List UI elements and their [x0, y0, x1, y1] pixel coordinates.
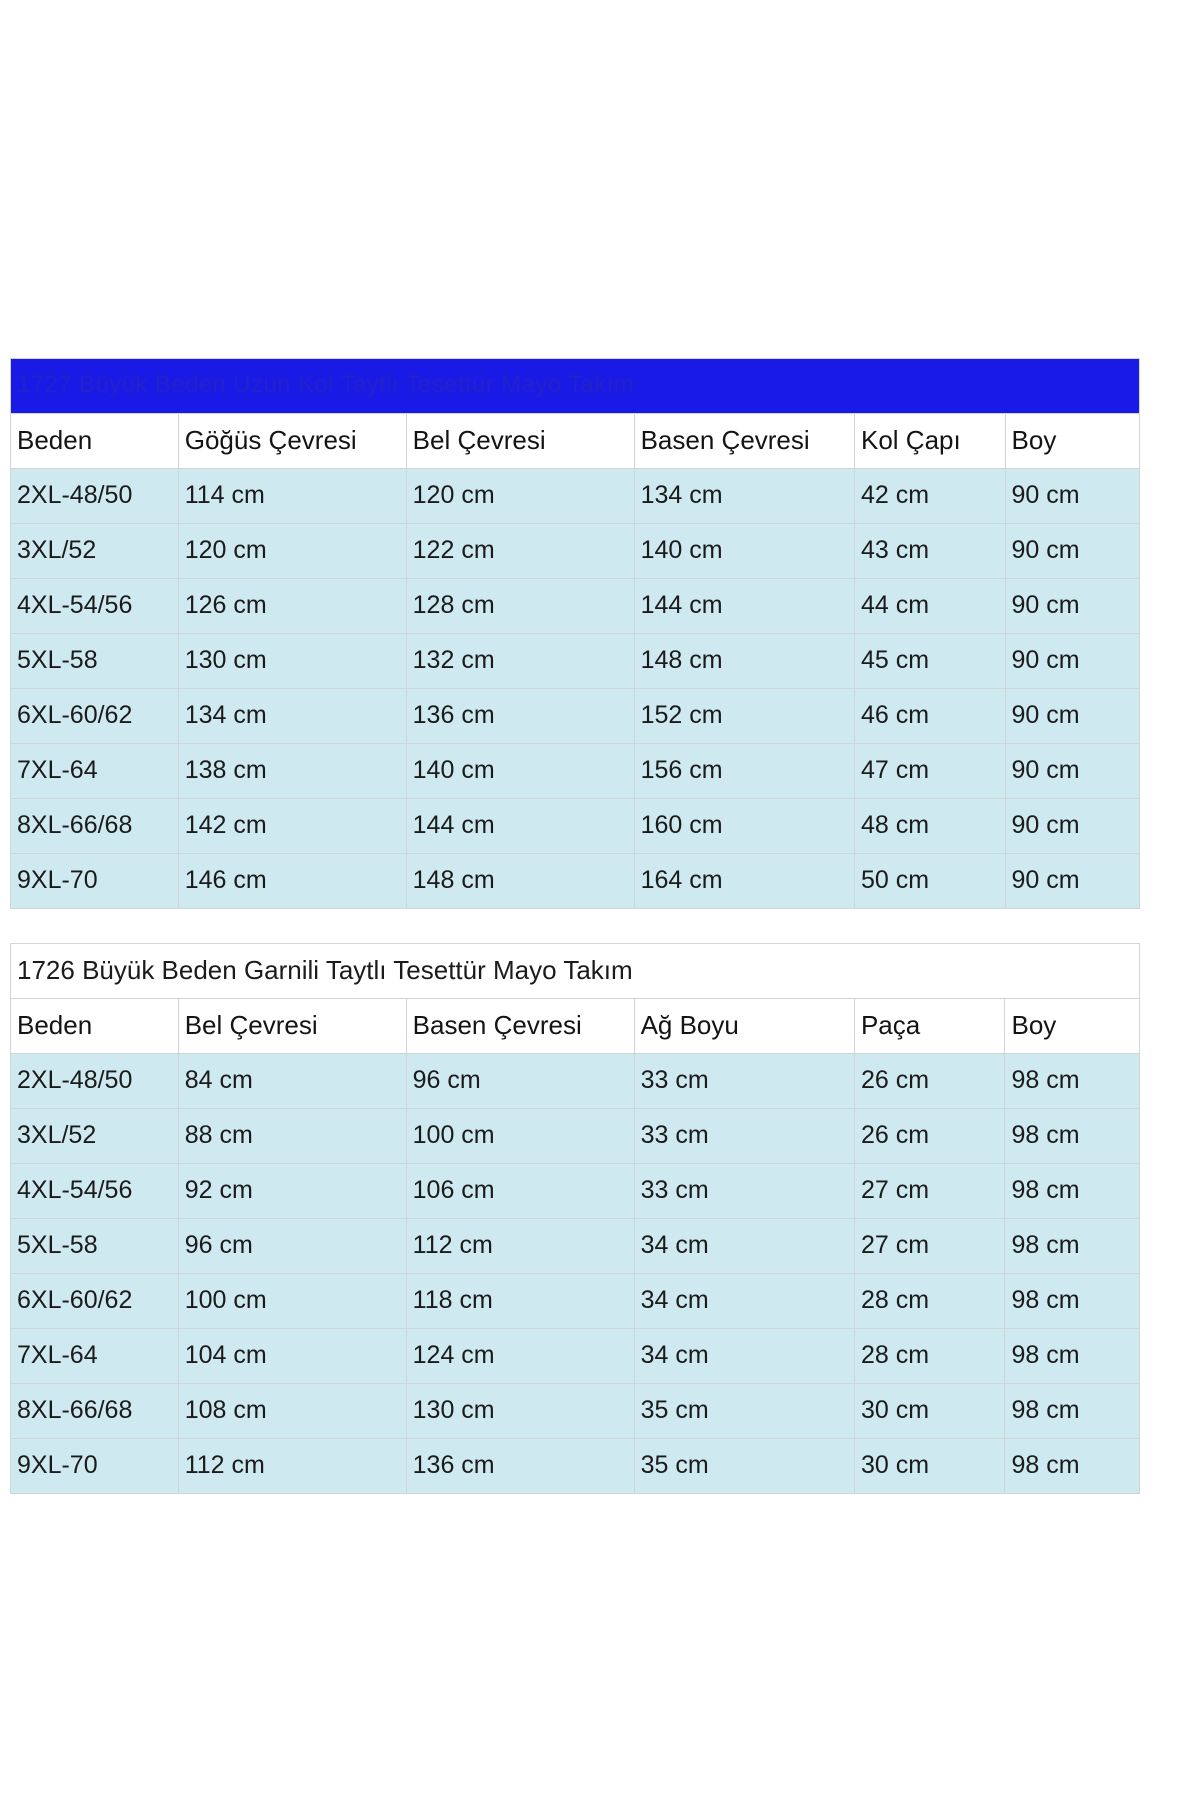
cell-beden: 2XL-48/50 [11, 469, 179, 524]
cell-basen: 156 cm [634, 744, 854, 799]
cell-basen: 100 cm [406, 1109, 634, 1164]
table-1726-title: 1726 Büyük Beden Garnili Taytlı Tesettür Mayo Takım [11, 944, 1140, 999]
table-row [11, 854, 1140, 909]
column-header-beden: Beden [11, 999, 179, 1054]
table-row [11, 1164, 1140, 1219]
table-1727-header-row [11, 414, 1140, 469]
table-1726-title-row [11, 944, 1140, 999]
cell-ag-boyu: 34 cm [634, 1274, 854, 1329]
table-row [11, 579, 1140, 634]
cell-bel: 84 cm [178, 1054, 406, 1109]
table-row [11, 1109, 1140, 1164]
cell-boy: 90 cm [1005, 854, 1139, 909]
cell-ag-boyu: 35 cm [634, 1439, 854, 1494]
cell-ag-boyu: 33 cm [634, 1164, 854, 1219]
cell-bel: 128 cm [406, 579, 634, 634]
table-row [11, 1274, 1140, 1329]
table-row [11, 469, 1140, 524]
table-1727-title-row [11, 359, 1140, 414]
cell-boy: 90 cm [1005, 744, 1139, 799]
column-header-bel-cevresi: Bel Çevresi [178, 999, 406, 1054]
column-header-boy: Boy [1005, 999, 1140, 1054]
cell-gogus: 126 cm [178, 579, 406, 634]
cell-paca: 27 cm [854, 1219, 1005, 1274]
cell-gogus: 130 cm [178, 634, 406, 689]
cell-basen: 140 cm [634, 524, 854, 579]
cell-boy: 98 cm [1005, 1329, 1140, 1384]
cell-ag-boyu: 34 cm [634, 1219, 854, 1274]
column-header-bel-cevresi: Bel Çevresi [406, 414, 634, 469]
cell-paca: 26 cm [854, 1109, 1005, 1164]
cell-basen: 106 cm [406, 1164, 634, 1219]
column-header-basen-cevresi: Basen Çevresi [406, 999, 634, 1054]
cell-bel: 96 cm [178, 1219, 406, 1274]
cell-kol: 44 cm [855, 579, 1006, 634]
cell-basen: 96 cm [406, 1054, 634, 1109]
cell-bel: 122 cm [406, 524, 634, 579]
cell-paca: 28 cm [854, 1329, 1005, 1384]
cell-gogus: 138 cm [178, 744, 406, 799]
size-chart-sheet [10, 358, 1170, 1494]
cell-basen: 148 cm [634, 634, 854, 689]
cell-gogus: 134 cm [178, 689, 406, 744]
table-row [11, 689, 1140, 744]
cell-bel: 108 cm [178, 1384, 406, 1439]
table-row [11, 1329, 1140, 1384]
cell-basen: 130 cm [406, 1384, 634, 1439]
cell-kol: 45 cm [855, 634, 1006, 689]
cell-boy: 98 cm [1005, 1274, 1140, 1329]
cell-boy: 98 cm [1005, 1109, 1140, 1164]
cell-beden: 5XL-58 [11, 1219, 179, 1274]
cell-beden: 6XL-60/62 [11, 689, 179, 744]
cell-paca: 26 cm [854, 1054, 1005, 1109]
cell-beden: 3XL/52 [11, 1109, 179, 1164]
cell-beden: 7XL-64 [11, 1329, 179, 1384]
table-row [11, 1439, 1140, 1494]
cell-boy: 98 cm [1005, 1219, 1140, 1274]
cell-boy: 90 cm [1005, 579, 1139, 634]
cell-basen: 118 cm [406, 1274, 634, 1329]
cell-beden: 9XL-70 [11, 854, 179, 909]
cell-paca: 30 cm [854, 1384, 1005, 1439]
cell-bel: 100 cm [178, 1274, 406, 1329]
table-gap [10, 909, 1170, 943]
cell-basen: 152 cm [634, 689, 854, 744]
cell-ag-boyu: 33 cm [634, 1054, 854, 1109]
cell-beden: 5XL-58 [11, 634, 179, 689]
cell-gogus: 120 cm [178, 524, 406, 579]
cell-beden: 3XL/52 [11, 524, 179, 579]
cell-bel: 92 cm [178, 1164, 406, 1219]
cell-boy: 90 cm [1005, 469, 1139, 524]
table-row [11, 1219, 1140, 1274]
cell-boy: 90 cm [1005, 524, 1139, 579]
cell-basen: 160 cm [634, 799, 854, 854]
table-row [11, 744, 1140, 799]
cell-basen: 144 cm [634, 579, 854, 634]
cell-bel: 88 cm [178, 1109, 406, 1164]
cell-boy: 90 cm [1005, 799, 1139, 854]
table-1727-title-text: 1727 Büyük Beden Uzun Kol Taytlı Tesettür Mayo Takım [17, 371, 635, 398]
cell-ag-boyu: 33 cm [634, 1109, 854, 1164]
cell-gogus: 142 cm [178, 799, 406, 854]
table-1726-header-row [11, 999, 1140, 1054]
column-header-paca: Paça [854, 999, 1005, 1054]
cell-ag-boyu: 35 cm [634, 1384, 854, 1439]
cell-boy: 90 cm [1005, 634, 1139, 689]
cell-kol: 48 cm [855, 799, 1006, 854]
cell-basen: 164 cm [634, 854, 854, 909]
cell-gogus: 146 cm [178, 854, 406, 909]
column-header-basen-cevresi: Basen Çevresi [634, 414, 854, 469]
cell-beden: 9XL-70 [11, 1439, 179, 1494]
cell-bel: 120 cm [406, 469, 634, 524]
cell-beden: 2XL-48/50 [11, 1054, 179, 1109]
cell-beden: 4XL-54/56 [11, 579, 179, 634]
table-row [11, 1384, 1140, 1439]
size-table-1727 [10, 358, 1140, 909]
table-row [11, 799, 1140, 854]
size-table-1726 [10, 943, 1140, 1494]
cell-ag-boyu: 34 cm [634, 1329, 854, 1384]
table-1727-title [11, 359, 1140, 414]
table-row [11, 634, 1140, 689]
cell-kol: 46 cm [855, 689, 1006, 744]
cell-beden: 8XL-66/68 [11, 1384, 179, 1439]
cell-paca: 28 cm [854, 1274, 1005, 1329]
cell-basen: 136 cm [406, 1439, 634, 1494]
cell-basen: 112 cm [406, 1219, 634, 1274]
cell-boy: 98 cm [1005, 1054, 1140, 1109]
cell-boy: 90 cm [1005, 689, 1139, 744]
cell-beden: 7XL-64 [11, 744, 179, 799]
cell-kol: 50 cm [855, 854, 1006, 909]
table-row [11, 524, 1140, 579]
cell-paca: 27 cm [854, 1164, 1005, 1219]
cell-bel: 136 cm [406, 689, 634, 744]
cell-beden: 4XL-54/56 [11, 1164, 179, 1219]
cell-gogus: 114 cm [178, 469, 406, 524]
cell-kol: 47 cm [855, 744, 1006, 799]
column-header-ag-boyu: Ağ Boyu [634, 999, 854, 1054]
cell-bel: 132 cm [406, 634, 634, 689]
cell-bel: 104 cm [178, 1329, 406, 1384]
cell-bel: 112 cm [178, 1439, 406, 1494]
cell-boy: 98 cm [1005, 1439, 1140, 1494]
cell-beden: 8XL-66/68 [11, 799, 179, 854]
cell-bel: 140 cm [406, 744, 634, 799]
cell-kol: 43 cm [855, 524, 1006, 579]
column-header-beden: Beden [11, 414, 179, 469]
cell-bel: 144 cm [406, 799, 634, 854]
cell-beden: 6XL-60/62 [11, 1274, 179, 1329]
cell-boy: 98 cm [1005, 1384, 1140, 1439]
cell-bel: 148 cm [406, 854, 634, 909]
column-header-kol-capi: Kol Çapı [855, 414, 1006, 469]
column-header-boy: Boy [1005, 414, 1139, 469]
cell-basen: 134 cm [634, 469, 854, 524]
table-row [11, 1054, 1140, 1109]
column-header-gogus-cevresi: Göğüs Çevresi [178, 414, 406, 469]
cell-boy: 98 cm [1005, 1164, 1140, 1219]
cell-kol: 42 cm [855, 469, 1006, 524]
cell-basen: 124 cm [406, 1329, 634, 1384]
cell-paca: 30 cm [854, 1439, 1005, 1494]
